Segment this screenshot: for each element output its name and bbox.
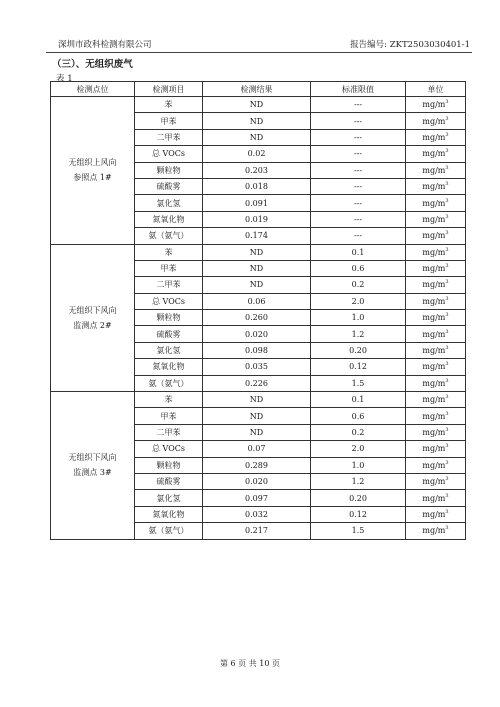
test-item: 氨（氨气） — [135, 523, 203, 539]
unit — [406, 473, 466, 489]
table-row — [51, 244, 466, 260]
unit-exponent: 3 — [445, 459, 449, 466]
standard-limit: 1.2 — [311, 473, 406, 489]
header-result: 检测结果 — [203, 82, 311, 97]
test-result: ND — [203, 244, 311, 260]
standard-limit: --- — [311, 97, 406, 113]
test-item: 总 VOCs — [135, 441, 203, 457]
test-item: 硫酸雾 — [135, 178, 203, 194]
standard-limit: 1.0 — [311, 457, 406, 473]
unit-exponent: 3 — [445, 394, 449, 401]
test-item: 总 VOCs — [135, 293, 203, 309]
test-item: 氮氧化物 — [135, 211, 203, 227]
test-result: 0.02 — [203, 146, 311, 162]
unit-exponent: 3 — [445, 345, 449, 352]
test-result: 0.226 — [203, 375, 311, 391]
standard-limit: 0.20 — [311, 342, 406, 358]
unit-base: mg/m — [422, 165, 446, 175]
unit-exponent: 3 — [445, 312, 449, 319]
unit-base: mg/m — [422, 280, 446, 290]
test-result: 0.260 — [203, 310, 311, 326]
header-divider — [46, 52, 472, 53]
test-result: ND — [203, 424, 311, 440]
standard-limit: 0.12 — [311, 359, 406, 375]
unit — [406, 375, 466, 391]
emissions-table — [50, 81, 466, 540]
test-result: 0.020 — [203, 473, 311, 489]
unit — [406, 424, 466, 440]
test-result: 0.217 — [203, 523, 311, 539]
unit-base: mg/m — [422, 346, 446, 356]
unit-exponent: 3 — [445, 131, 449, 138]
unit — [406, 244, 466, 260]
unit-base: mg/m — [422, 411, 446, 421]
test-result: 0.019 — [203, 211, 311, 227]
header-unit: 单位 — [406, 82, 466, 97]
test-item: 二甲苯 — [135, 424, 203, 440]
unit-exponent: 3 — [445, 263, 449, 270]
standard-limit: 0.6 — [311, 260, 406, 276]
unit — [406, 277, 466, 293]
unit-exponent: 3 — [445, 230, 449, 237]
test-result: 0.020 — [203, 326, 311, 342]
test-item: 硫酸雾 — [135, 473, 203, 489]
monitoring-point-line: 参照点 1# — [73, 173, 112, 183]
unit-exponent: 3 — [445, 427, 449, 433]
unit — [406, 195, 466, 211]
standard-limit: --- — [311, 228, 406, 244]
unit — [406, 359, 466, 375]
unit-exponent: 3 — [445, 181, 449, 188]
test-result: ND — [203, 277, 311, 293]
unit-exponent: 3 — [445, 328, 449, 335]
unit — [406, 228, 466, 244]
unit — [406, 342, 466, 358]
standard-limit: 1.5 — [311, 375, 406, 391]
unit-base: mg/m — [422, 378, 446, 388]
unit-base: mg/m — [422, 116, 446, 126]
test-item: 氨（氨气） — [135, 375, 203, 391]
unit-exponent: 3 — [445, 246, 449, 253]
unit — [406, 392, 466, 408]
header-item: 检测项目 — [135, 82, 203, 97]
unit-base: mg/m — [422, 100, 446, 110]
standard-limit: 1.2 — [311, 326, 406, 342]
unit-base: mg/m — [422, 264, 446, 274]
unit — [406, 211, 466, 227]
unit-exponent: 3 — [445, 476, 449, 483]
unit — [406, 490, 466, 506]
standard-limit: 2.0 — [311, 293, 406, 309]
test-item: 二甲苯 — [135, 129, 203, 145]
unit-exponent: 3 — [445, 377, 449, 384]
unit-exponent: 3 — [445, 164, 449, 171]
standard-limit: --- — [311, 162, 406, 178]
unit — [406, 97, 466, 113]
monitoring-point-line: 无组织下风向 — [68, 453, 117, 463]
unit-exponent: 3 — [445, 295, 449, 302]
standard-limit: 0.1 — [311, 244, 406, 260]
unit-base: mg/m — [422, 214, 446, 224]
test-item: 氮氧化物 — [135, 506, 203, 522]
monitoring-point-line: 监测点 2# — [73, 320, 112, 330]
test-result: ND — [203, 408, 311, 424]
unit-base: mg/m — [422, 329, 446, 339]
unit-exponent: 3 — [445, 279, 449, 286]
unit-base: mg/m — [422, 493, 446, 503]
standard-limit: 2.0 — [311, 441, 406, 457]
header-limit: 标准限值 — [311, 82, 406, 97]
standard-limit: --- — [311, 113, 406, 129]
test-result: 0.203 — [203, 162, 311, 178]
unit-base: mg/m — [422, 395, 446, 405]
unit — [406, 326, 466, 342]
unit-exponent: 3 — [445, 361, 449, 368]
test-result: 0.07 — [203, 441, 311, 457]
standard-limit: 1.0 — [311, 310, 406, 326]
test-result: 0.06 — [203, 293, 311, 309]
test-result: 0.091 — [203, 195, 311, 211]
unit — [406, 310, 466, 326]
page-footer: 第 6 页 共 10 页 — [220, 659, 280, 668]
unit — [406, 260, 466, 276]
test-result: ND — [203, 392, 311, 408]
unit-base: mg/m — [422, 477, 446, 487]
standard-limit: --- — [311, 211, 406, 227]
test-item: 苯 — [135, 97, 203, 113]
unit — [406, 408, 466, 424]
monitoring-point-line: 监测点 3# — [73, 468, 112, 478]
test-item: 氯化氢 — [135, 342, 203, 358]
standard-limit: 0.6 — [311, 408, 406, 424]
monitoring-point — [51, 97, 135, 245]
unit-exponent: 3 — [445, 443, 449, 450]
unit — [406, 129, 466, 145]
unit-base: mg/m — [422, 362, 446, 372]
unit-base: mg/m — [422, 231, 446, 241]
test-item: 氯化氢 — [135, 195, 203, 211]
unit-base: mg/m — [422, 149, 446, 159]
test-result: ND — [203, 260, 311, 276]
unit — [406, 178, 466, 194]
test-item: 硫酸雾 — [135, 326, 203, 342]
monitoring-point-line: 无组织上风向 — [68, 158, 117, 168]
standard-limit: 0.2 — [311, 424, 406, 440]
unit-base: mg/m — [422, 132, 446, 142]
table-row — [51, 392, 466, 408]
unit — [406, 506, 466, 522]
unit — [406, 162, 466, 178]
table-label: 表 1 — [56, 74, 73, 84]
unit-exponent: 3 — [445, 525, 449, 532]
monitoring-point — [51, 392, 135, 540]
unit-exponent: 3 — [445, 213, 449, 220]
section-title: （三）、无组织废气 — [52, 59, 133, 70]
test-item: 苯 — [135, 392, 203, 408]
test-item: 颗粒物 — [135, 162, 203, 178]
unit-exponent: 3 — [445, 410, 449, 417]
test-item: 苯 — [135, 244, 203, 260]
test-result: 0.018 — [203, 178, 311, 194]
standard-limit: --- — [311, 195, 406, 211]
test-item: 甲苯 — [135, 113, 203, 129]
unit — [406, 523, 466, 539]
company-name: 深圳市政科检测有限公司 — [58, 40, 152, 50]
unit-exponent: 3 — [445, 99, 449, 106]
test-result: ND — [203, 129, 311, 145]
unit-base: mg/m — [422, 198, 446, 208]
test-item: 氨（氨气） — [135, 228, 203, 244]
monitoring-point-line: 无组织下风向 — [68, 305, 117, 315]
report-number: 报告编号: ZKT2503030401-1 — [350, 40, 470, 50]
test-result: ND — [203, 97, 311, 113]
unit-base: mg/m — [422, 296, 446, 306]
standard-limit: 0.2 — [311, 277, 406, 293]
standard-limit: 0.12 — [311, 506, 406, 522]
monitoring-point — [51, 244, 135, 392]
unit — [406, 293, 466, 309]
test-result: 0.032 — [203, 506, 311, 522]
table-body — [51, 97, 466, 540]
test-item: 二甲苯 — [135, 277, 203, 293]
table-row — [51, 97, 466, 113]
unit — [406, 457, 466, 473]
test-result: 0.174 — [203, 228, 311, 244]
standard-limit: 1.5 — [311, 523, 406, 539]
header-point: 检测点位 — [51, 82, 135, 97]
unit-base: mg/m — [422, 247, 446, 257]
test-result: 0.097 — [203, 490, 311, 506]
unit-base: mg/m — [422, 509, 446, 519]
test-item: 总 VOCs — [135, 146, 203, 162]
unit-base: mg/m — [422, 444, 446, 454]
unit-exponent: 3 — [445, 492, 449, 499]
table-header-row — [51, 82, 466, 97]
test-item: 氯化氢 — [135, 490, 203, 506]
test-result: 0.035 — [203, 359, 311, 375]
unit — [406, 146, 466, 162]
unit-base: mg/m — [422, 526, 446, 536]
unit-exponent: 3 — [445, 115, 449, 122]
test-result: 0.289 — [203, 457, 311, 473]
unit-base: mg/m — [422, 428, 446, 437]
standard-limit: 0.20 — [311, 490, 406, 506]
test-result: ND — [203, 113, 311, 129]
standard-limit: 0.1 — [311, 392, 406, 408]
unit-base: mg/m — [422, 182, 446, 192]
test-item: 氮氧化物 — [135, 359, 203, 375]
unit-exponent: 3 — [445, 197, 449, 204]
unit-exponent: 3 — [445, 148, 449, 155]
test-item: 颗粒物 — [135, 457, 203, 473]
test-result: 0.098 — [203, 342, 311, 358]
standard-limit: --- — [311, 129, 406, 145]
unit-base: mg/m — [422, 313, 446, 323]
standard-limit: --- — [311, 178, 406, 194]
standard-limit: --- — [311, 146, 406, 162]
unit-exponent: 3 — [445, 508, 449, 515]
unit — [406, 113, 466, 129]
test-item: 颗粒物 — [135, 310, 203, 326]
test-item: 甲苯 — [135, 260, 203, 276]
test-item: 甲苯 — [135, 408, 203, 424]
unit — [406, 441, 466, 457]
unit-base: mg/m — [422, 460, 446, 470]
